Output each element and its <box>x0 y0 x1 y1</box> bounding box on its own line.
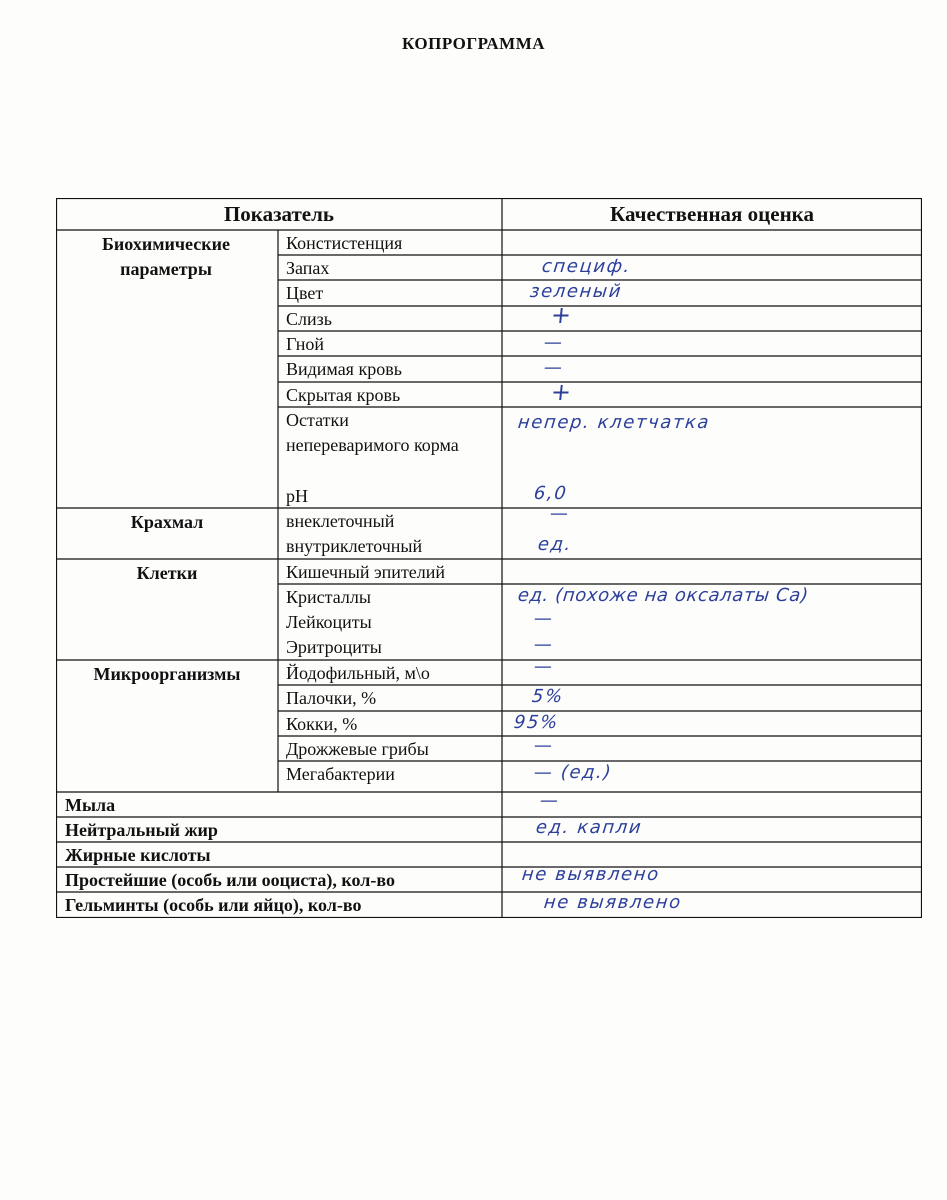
label-fatty-acids: Жирные кислоты <box>65 845 211 865</box>
label-leukocytes: Лейкоциты <box>286 612 372 632</box>
value-soaps: — <box>538 790 561 811</box>
label-erythrocytes: Эритроциты <box>286 637 382 657</box>
value-protozoa: не выявлено <box>520 864 661 885</box>
label-color: Цвет <box>286 283 324 303</box>
value-mucus: + <box>549 301 575 329</box>
group-biochem: Биохимические параметры <box>102 234 230 279</box>
label-helminths: Гельминты (особь или яйцо), кол-во <box>65 895 362 915</box>
label-cocci: Кокки, % <box>286 714 358 734</box>
label-starch-intracellular: внутриклеточный <box>286 536 423 556</box>
value-pus: — <box>542 332 565 353</box>
value-crystals: ед. (похоже на оксалаты Са) <box>516 585 810 606</box>
label-rods: Палочки, % <box>286 688 377 708</box>
value-food-remains: непер. клетчатка <box>516 412 712 433</box>
label-mucus: Слизь <box>286 309 332 329</box>
value-erythrocytes: — <box>532 634 555 655</box>
value-ph: 6,0 <box>532 483 569 504</box>
label-megabacteria: Мегабактерии <box>286 764 395 784</box>
value-megabacteria: — (ед.) <box>532 762 614 783</box>
group-microorganisms: Микроорганизмы <box>93 664 241 684</box>
value-smell: специф. <box>540 256 633 277</box>
label-pus: Гной <box>286 334 324 354</box>
label-starch-extracellular: внеклеточный <box>286 511 395 531</box>
label-visible-blood: Видимая кровь <box>286 359 402 379</box>
label-yeast: Дрожжевые грибы <box>286 739 429 759</box>
value-yeast: — <box>532 735 555 756</box>
value-starch-extracellular: — <box>548 503 571 524</box>
value-starch-intracellular: ед. <box>536 534 574 555</box>
value-color: зеленый <box>528 281 624 302</box>
header-indicator: Показатель <box>223 202 335 226</box>
label-protozoa: Простейшие (особь или ооциста), кол-во <box>65 870 395 890</box>
coprogram-table <box>56 198 922 918</box>
group-starch: Крахмал <box>130 512 204 532</box>
document-title: КОПРОГРАММА <box>401 34 546 53</box>
value-iodophilic: — <box>532 656 555 677</box>
label-smell: Запах <box>286 258 330 278</box>
header-assessment: Качественная оценка <box>610 202 814 226</box>
label-crystals: Кристаллы <box>286 587 371 607</box>
label-food-remains: Остатки непереваримого корма <box>286 410 459 455</box>
label-consistency: Констистенция <box>286 233 403 253</box>
value-hidden-blood: + <box>549 378 575 406</box>
label-epithelium: Кишечный эпителий <box>286 562 446 582</box>
label-soaps: Мыла <box>65 795 116 815</box>
value-leukocytes: — <box>532 608 555 629</box>
value-neutral-fat: ед. капли <box>534 817 644 838</box>
label-iodophilic: Йодофильный, м\о <box>286 663 430 683</box>
table-grid <box>56 198 922 918</box>
value-rods: 5% <box>530 686 565 707</box>
label-neutral-fat: Нейтральный жир <box>65 820 218 840</box>
label-hidden-blood: Скрытая кровь <box>286 385 401 405</box>
label-ph: pH <box>286 486 308 506</box>
value-visible-blood: — <box>542 357 565 378</box>
group-cells: Клетки <box>136 563 198 583</box>
value-cocci: 95% <box>512 712 560 733</box>
value-helminths: не выявлено <box>542 892 683 913</box>
